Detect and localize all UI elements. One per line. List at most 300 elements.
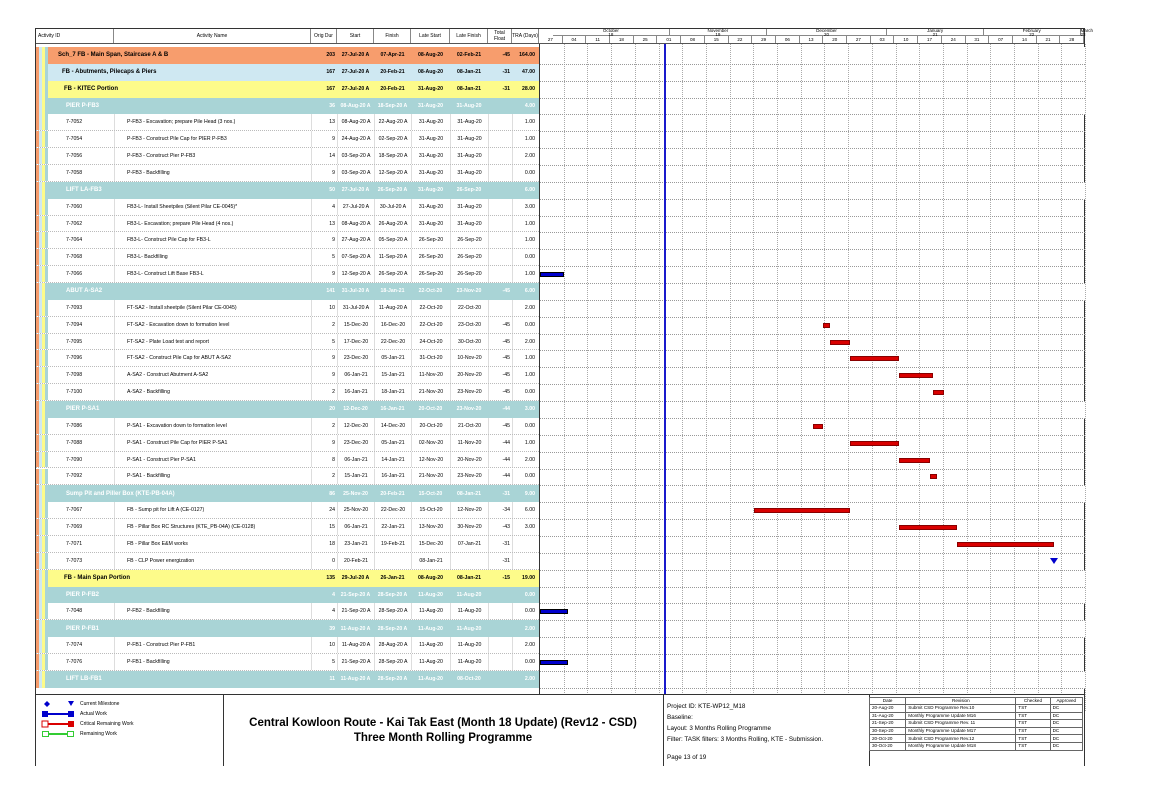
- wbs-row[interactable]: [36, 182, 539, 199]
- cell-tf: [488, 266, 512, 282]
- cell-dur: 10: [311, 637, 337, 653]
- cell-start: 12-Dec-20: [343, 406, 368, 413]
- cell-ls: 21-Nov-20: [411, 384, 450, 400]
- project-info: [663, 695, 870, 766]
- wbs-level-stripes: [36, 570, 50, 587]
- critical-bar[interactable]: [957, 542, 1054, 547]
- week-gridline: [943, 44, 944, 711]
- revision-row: [870, 705, 1083, 713]
- legend-label: Actual Work: [80, 711, 107, 717]
- cell-name: FB - KITEC Portion: [64, 86, 118, 93]
- cell-tra: 0.00: [512, 165, 537, 181]
- cell-tra: 2.00: [512, 334, 537, 350]
- critical-bar[interactable]: [930, 474, 937, 479]
- cell-tf: -45: [488, 418, 512, 434]
- column-header: [36, 28, 1094, 44]
- cell-name: P-SA1 - Construct Pier P-SA1: [114, 452, 311, 468]
- timescale-week: 24: [942, 36, 966, 43]
- cell-tra: 1.00: [512, 216, 537, 232]
- cell-id: 7-7064: [66, 237, 83, 244]
- revision-cell: 21-Sep-20: [870, 720, 906, 728]
- row-divider: [540, 620, 1085, 621]
- cell-tf: [488, 587, 512, 604]
- row-divider: [540, 401, 1085, 402]
- cell-dur: 9: [311, 435, 337, 451]
- timescale-week: 17: [918, 36, 942, 43]
- cell-tf: [488, 654, 512, 670]
- cell-lf: 11-Aug-20: [450, 637, 488, 653]
- header-start[interactable]: Start: [337, 29, 374, 43]
- cell-finish: 28-Sep-20 A: [374, 654, 411, 670]
- cell-tra: 2.00: [512, 637, 537, 653]
- activity-row[interactable]: [36, 266, 539, 283]
- cell-finish: 19-Feb-21: [374, 536, 411, 552]
- cell-lf: 02-Feb-21: [456, 52, 482, 59]
- cell-tf: -43: [488, 519, 512, 535]
- timescale-week: 27: [847, 36, 871, 43]
- activity-row[interactable]: [36, 435, 539, 452]
- activity-row[interactable]: [36, 519, 539, 536]
- month-name: January: [927, 28, 944, 33]
- critical-bar[interactable]: [850, 441, 898, 446]
- cell-finish: 05-Sep-20 A: [374, 232, 411, 248]
- cell-lf: 31-Aug-20: [450, 131, 488, 147]
- revision-table: [869, 697, 1083, 751]
- cell-lf: 10-Nov-20: [450, 350, 488, 366]
- activity-row[interactable]: [36, 148, 539, 165]
- milestone-marker[interactable]: [1050, 558, 1058, 564]
- row-divider: [540, 199, 1085, 200]
- wbs-level-stripes: [36, 401, 50, 418]
- activity-row[interactable]: [36, 553, 539, 570]
- timescale-week: 22: [729, 36, 753, 43]
- header-total-float[interactable]: Total Float: [488, 29, 512, 43]
- cell-start: 03-Sep-20 A: [337, 148, 374, 164]
- gantt-band: [540, 81, 1085, 98]
- activity-row[interactable]: [36, 367, 539, 384]
- cell-id: 7-7094: [66, 321, 83, 328]
- cell-tf: [488, 300, 512, 316]
- revision-cell: Submit CSD Programme Rev.10: [906, 705, 1016, 713]
- cell-tf: -45: [502, 52, 510, 59]
- revision-row: [870, 727, 1083, 735]
- wbs-level-stripes: [36, 216, 50, 232]
- wbs-level-stripes: [36, 114, 50, 130]
- timescale-month: [767, 29, 888, 36]
- rev-header-revision: Revision: [906, 698, 1016, 705]
- revision-row: [870, 712, 1083, 720]
- cell-start: 21-Sep-20 A: [340, 591, 371, 598]
- cell-dur: 50: [329, 187, 335, 194]
- cell-tra: 0.00: [512, 384, 537, 400]
- wbs-level-stripes: [36, 334, 50, 350]
- cell-name: ABUT A-SA2: [66, 288, 103, 295]
- revision-cell: TST: [1016, 742, 1050, 750]
- cell-name: LIFT LA-FB3: [66, 187, 102, 194]
- actual-bar[interactable]: [540, 272, 564, 277]
- cell-name: FB3-L- Backfilling: [114, 249, 311, 265]
- cell-dur: 9: [311, 266, 337, 282]
- report-title: Central Kowloon Route - Kai Tak East (Month 18 Update) (Rev12 - CSD): [249, 717, 637, 729]
- cell-tra: 2.00: [512, 300, 537, 316]
- revision-cell: 30-Sep-20: [870, 727, 906, 735]
- activity-row[interactable]: [36, 350, 539, 367]
- wbs-row[interactable]: [36, 570, 539, 587]
- month-name: March: [1080, 28, 1094, 33]
- cell-ls: 31-Aug-20: [417, 187, 444, 194]
- cell-start: 29-Jul-20 A: [341, 575, 370, 582]
- cell-dur: 10: [311, 300, 337, 316]
- cell-finish: 20-Feb-21: [380, 69, 405, 76]
- cell-ls: 08-Aug-20: [417, 69, 444, 76]
- gantt-chart: [539, 44, 1085, 711]
- cell-name: P-FB3 - Construct Pier P-FB3: [114, 148, 311, 164]
- critical-bar[interactable]: [754, 508, 851, 513]
- wbs-level-stripes: [36, 502, 50, 518]
- timescale-week: 21: [1037, 36, 1061, 43]
- cell-dur: 24: [311, 502, 337, 518]
- activity-row[interactable]: [36, 536, 539, 553]
- cell-start: 21-Sep-20 A: [337, 603, 374, 619]
- week-gridline: [730, 44, 731, 711]
- wbs-row[interactable]: [36, 620, 539, 637]
- cell-start: 25-Nov-20: [337, 502, 374, 518]
- cell-start: 25-Nov-20: [343, 490, 368, 497]
- cell-name: A-SA2 - Construct Abutment A-SA2: [114, 367, 311, 383]
- week-gridline: [801, 44, 802, 711]
- activity-row[interactable]: [36, 232, 539, 249]
- wbs-row[interactable]: [36, 283, 539, 300]
- actual-bar[interactable]: [540, 660, 568, 665]
- cell-lf: 23-Nov-20: [456, 288, 482, 295]
- cell-lf: 23-Nov-20: [450, 384, 488, 400]
- row-divider: [540, 317, 1085, 318]
- timescale-week: 28: [1060, 36, 1084, 43]
- gantt-band: [540, 47, 1085, 64]
- activity-row[interactable]: [36, 131, 539, 148]
- cell-tra: 1.00: [512, 435, 537, 451]
- cell-name: FB3-L- Construct Lift Base FB3-L: [114, 266, 311, 282]
- cell-tf: -45: [488, 334, 512, 350]
- timescale-week: 14: [1013, 36, 1037, 43]
- cell-ls: 24-Oct-20: [411, 334, 450, 350]
- actual-bar-legend-icon: [42, 711, 74, 717]
- cell-tf: [488, 148, 512, 164]
- gantt-band: [540, 64, 1085, 81]
- cell-lf: 12-Nov-20: [450, 502, 488, 518]
- cell-ls: 31-Aug-20: [411, 114, 450, 130]
- week-gridline: [753, 44, 754, 711]
- week-gridline: [1085, 44, 1086, 711]
- cell-id: 7-7092: [66, 473, 83, 480]
- wbs-level-stripes: [36, 266, 50, 282]
- cell-name: FT-SA2 - Excavation down to formation level: [114, 317, 311, 333]
- cell-id: 7-7074: [66, 642, 83, 649]
- page-number: Page 13 of 19: [667, 754, 707, 761]
- cell-start: 08-Aug-20 A: [337, 216, 374, 232]
- row-divider: [540, 300, 1085, 301]
- cell-ls: 11-Nov-20: [411, 367, 450, 383]
- activity-row[interactable]: [36, 334, 539, 351]
- actual-bar[interactable]: [540, 609, 568, 614]
- activity-row[interactable]: [36, 384, 539, 401]
- cell-name: LIFT LB-FB1: [66, 676, 102, 683]
- row-divider: [540, 216, 1085, 217]
- cell-dur: 4: [311, 199, 337, 215]
- cell-tra: 6.00: [512, 502, 537, 518]
- activity-row[interactable]: [36, 418, 539, 435]
- cell-lf: 26-Sep-20: [450, 266, 488, 282]
- cell-name: A-SA2 - Backfilling: [114, 384, 311, 400]
- activity-row[interactable]: [36, 165, 539, 182]
- week-gridline: [1014, 44, 1015, 711]
- wbs-level-stripes: [36, 469, 50, 485]
- cell-start: 07-Sep-20 A: [337, 249, 374, 265]
- cell-tra: 1.00: [512, 266, 537, 282]
- cell-dur: 2: [311, 418, 337, 434]
- wbs-row[interactable]: [36, 671, 539, 688]
- row-divider: [540, 81, 1085, 82]
- cell-finish: 26-Aug-20 A: [374, 216, 411, 232]
- activity-row[interactable]: [36, 637, 539, 654]
- critical-bar[interactable]: [830, 340, 851, 345]
- cell-lf: 08-Jan-21: [457, 490, 481, 497]
- critical-bar[interactable]: [899, 525, 958, 530]
- cell-name: P-FB1 - Construct Pier P-FB1: [114, 637, 311, 653]
- cell-name: Sump Pit and Piller Box (KTE-PB-04A): [66, 490, 175, 497]
- cell-finish: 02-Sep-20 A: [374, 131, 411, 147]
- wbs-row[interactable]: [36, 401, 539, 418]
- activity-row[interactable]: [36, 216, 539, 233]
- cell-start: 27-Jul-20 A: [341, 187, 370, 194]
- cell-finish: 22-Jan-21: [374, 519, 411, 535]
- cell-dur: 9: [311, 232, 337, 248]
- timescale-month: [670, 29, 767, 36]
- header-activity-name[interactable]: Activity Name: [114, 29, 311, 43]
- cell-name: P-SA1 - Construct Pile Cap for PIER P-SA1: [114, 435, 311, 451]
- cell-tra: 0.00: [512, 603, 537, 619]
- cell-tf: -31: [488, 553, 512, 569]
- cell-id: 7-7048: [66, 608, 83, 615]
- row-divider: [540, 587, 1085, 588]
- cell-dur: 167: [326, 69, 335, 76]
- cell-ls: 15-Dec-20: [411, 536, 450, 552]
- activity-row[interactable]: [36, 502, 539, 519]
- wbs-row[interactable]: [36, 485, 539, 502]
- row-divider: [540, 64, 1085, 65]
- wbs-level-stripes: [36, 131, 50, 147]
- wbs-level-stripes: [36, 165, 50, 181]
- cell-finish: 15-Jan-21: [374, 367, 411, 383]
- cell-start: 27-Jul-20 A: [341, 69, 370, 76]
- activity-row[interactable]: [36, 603, 539, 620]
- cell-id: 7-7086: [66, 422, 83, 429]
- cell-start: 08-Aug-20 A: [340, 103, 371, 109]
- cell-name: P-FB3 - Construct Pile Cap for PIER P-FB3: [114, 131, 311, 147]
- cell-name: FB - Abutments, Pilecaps & Piers: [62, 69, 157, 76]
- activity-row[interactable]: [36, 317, 539, 334]
- cell-tra: 9.00: [524, 490, 535, 497]
- cell-ls: 20-Oct-20: [411, 418, 450, 434]
- header-orig-dur[interactable]: Orig Dur: [311, 29, 337, 43]
- cell-dur: 141: [326, 288, 335, 295]
- cell-ls: 08-Jan-21: [411, 553, 450, 569]
- legend: [36, 695, 224, 766]
- gantt-band: [540, 401, 1085, 418]
- cell-finish: 14-Dec-20: [374, 418, 411, 434]
- row-divider: [540, 165, 1085, 166]
- wbs-level-stripes: [36, 654, 50, 670]
- cell-finish: 30-Jul-20 A: [374, 199, 411, 215]
- wbs-level-stripes: [36, 536, 50, 552]
- cell-tra: [512, 553, 537, 569]
- critical-bar[interactable]: [823, 323, 830, 328]
- cell-name: FT-SA2 - Plate Load test and report: [114, 334, 311, 350]
- activity-row[interactable]: [36, 452, 539, 469]
- wbs-level-stripes: [36, 232, 50, 248]
- activity-row[interactable]: [36, 654, 539, 671]
- cell-tra: 0.00: [512, 249, 537, 265]
- cell-tra: 3.00: [512, 199, 537, 215]
- week-gridline: [872, 44, 873, 711]
- cell-dur: 20: [329, 406, 335, 413]
- rev-header-approved: Approved: [1050, 698, 1082, 705]
- revision-cell: DC: [1050, 727, 1082, 735]
- revision-cell: 20-Oct-20: [870, 735, 906, 743]
- cell-name: P-FB3 - Backfilling: [114, 165, 311, 181]
- cell-ls: 11-Aug-20: [411, 654, 450, 670]
- activity-row[interactable]: [36, 199, 539, 216]
- month-number: 18: [608, 32, 614, 37]
- header-late-finish[interactable]: Late Finish: [450, 29, 488, 43]
- row-divider: [540, 266, 1085, 267]
- cell-tf: -34: [488, 502, 512, 518]
- row-divider: [540, 553, 1085, 554]
- wbs-row[interactable]: [36, 81, 539, 98]
- row-divider: [540, 570, 1085, 571]
- cell-start: 06-Jan-21: [337, 519, 374, 535]
- activity-row[interactable]: [36, 114, 539, 131]
- wbs-row[interactable]: [36, 98, 539, 115]
- gantt-band: [540, 283, 1085, 300]
- week-gridline: [587, 44, 588, 711]
- legend-milestone: [42, 701, 119, 707]
- cell-name: P-SA1 - Excavation down to formation level: [114, 418, 311, 434]
- cell-finish: 14-Jan-21: [374, 452, 411, 468]
- row-divider: [540, 98, 1085, 99]
- cell-id: 7-7098: [66, 372, 83, 379]
- cell-dur: 4: [332, 591, 335, 598]
- wbs-level-stripes: [36, 418, 50, 434]
- cell-tra: 0.00: [512, 654, 537, 670]
- filter-name: Filter: TASK filters: 3 Months Rolling, KTE - Submission.: [667, 736, 824, 743]
- cell-id: 7-7058: [66, 169, 83, 176]
- month-name: December: [816, 28, 837, 33]
- activity-row[interactable]: [36, 469, 539, 486]
- wbs-level-stripes: [36, 47, 50, 64]
- critical-bar[interactable]: [850, 356, 898, 361]
- wbs-row[interactable]: [36, 587, 539, 604]
- cell-finish: 26-Jan-21: [380, 575, 405, 582]
- week-gridline: [635, 44, 636, 711]
- header-tra[interactable]: TRA (Days): [512, 29, 539, 43]
- revision-cell: Monthly Programme Update M16: [906, 712, 1016, 720]
- cell-tra: 47.00: [522, 69, 535, 76]
- activity-row[interactable]: [36, 249, 539, 266]
- cell-tf: -15: [502, 575, 510, 582]
- cell-start: 03-Sep-20 A: [337, 165, 374, 181]
- wbs-level-stripes: [36, 553, 50, 569]
- cell-dur: 13: [311, 216, 337, 232]
- week-gridline: [1038, 44, 1039, 711]
- cell-finish: 26-Sep-20 A: [374, 266, 411, 282]
- cell-start: 27-Jul-20 A: [337, 199, 374, 215]
- critical-bar[interactable]: [899, 373, 933, 378]
- week-gridline: [848, 44, 849, 711]
- header-activity-id[interactable]: Activity ID: [36, 29, 114, 43]
- cell-dur: 15: [311, 519, 337, 535]
- cell-name: FB - Sump pit for Lift A (CE-0127): [114, 502, 311, 518]
- cell-tra: 1.00: [512, 114, 537, 130]
- cell-dur: 135: [326, 575, 335, 582]
- cell-ls: 26-Sep-20: [411, 266, 450, 282]
- gantt-band: [540, 620, 1085, 637]
- revision-cell: Submit CSD Programme Rev.12: [906, 735, 1016, 743]
- wbs-level-stripes: [36, 283, 50, 300]
- cell-ls: 02-Nov-20: [411, 435, 450, 451]
- cell-tra: 1.00: [512, 350, 537, 366]
- cell-tra: 6.00: [524, 187, 535, 194]
- critical-bar[interactable]: [813, 424, 823, 429]
- wbs-row[interactable]: [36, 64, 539, 81]
- cell-dur: 4: [311, 603, 337, 619]
- critical-bar[interactable]: [899, 458, 930, 463]
- critical-bar[interactable]: [933, 390, 943, 395]
- cell-tf: [488, 249, 512, 265]
- footer-block: [36, 694, 1084, 766]
- header-late-start[interactable]: Late Start: [411, 29, 450, 43]
- month-number: 21: [932, 32, 938, 37]
- project-id: Project ID: KTE-WP12_M18: [667, 703, 746, 710]
- wbs-level-stripes: [36, 671, 50, 688]
- cell-id: 7-7066: [66, 271, 83, 278]
- header-finish[interactable]: Finish: [374, 29, 411, 43]
- cell-lf: 31-Aug-20: [450, 216, 488, 232]
- cell-id: 7-7068: [66, 254, 83, 261]
- activity-row[interactable]: [36, 300, 539, 317]
- cell-name: FT-SA2 - Install sheetpile (Silent Pilar CE-0045): [114, 300, 311, 316]
- cell-tra: 1.00: [512, 232, 537, 248]
- cell-dur: 8: [311, 452, 337, 468]
- cell-tra: 2.00: [512, 452, 537, 468]
- cell-tra: 0.00: [512, 469, 537, 485]
- cell-lf: 11-Aug-20: [456, 625, 482, 632]
- cell-dur: 203: [326, 52, 335, 59]
- cell-start: 20-Feb-21: [337, 553, 374, 569]
- wbs-level-stripes: [36, 587, 50, 604]
- row-divider: [540, 283, 1085, 284]
- cell-ls: 15-Oct-20: [411, 502, 450, 518]
- cell-name: P-FB2 - Backfilling: [114, 603, 311, 619]
- month-number: 23: [1080, 32, 1086, 37]
- cell-finish: 16-Jan-21: [374, 469, 411, 485]
- cell-start: 11-Aug-20 A: [340, 625, 371, 632]
- wbs-row[interactable]: [36, 47, 539, 64]
- legend-label: Remaining Work: [80, 731, 117, 737]
- legend-label: Critical Remaining Work: [80, 721, 134, 727]
- cell-start: 21-Sep-20 A: [337, 654, 374, 670]
- cell-dur: 0: [311, 553, 337, 569]
